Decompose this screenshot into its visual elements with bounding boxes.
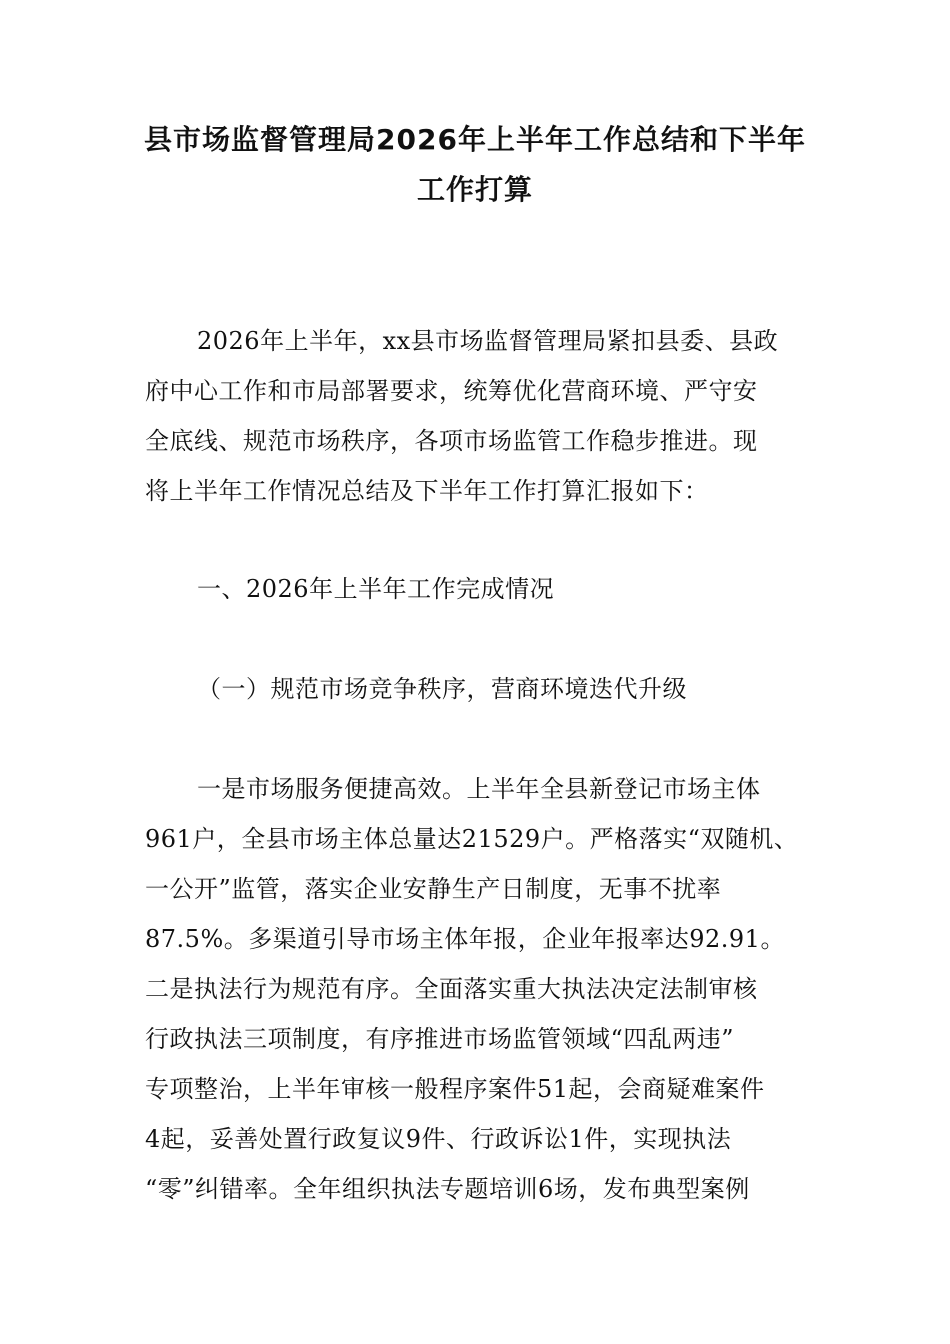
body-line-1: 一是市场服务便捷高效。上半年全县新登记市场主体 xyxy=(197,775,761,803)
section-heading: 一、2026年上半年工作完成情况 xyxy=(197,575,555,603)
body-line-2: 961户，全县市场主体总量达21529户。严格落实“双随机、 xyxy=(145,825,799,853)
intro-line-1: 2026年上半年，xx县市场监督管理局紧扣县委、县政 xyxy=(197,327,779,355)
intro-line-2: 府中心工作和市局部署要求，统筹优化营商环境、严守安 xyxy=(145,377,758,405)
body-line-7: 专项整治，上半年审核一般程序案件51起，会商疑难案件 xyxy=(145,1075,765,1103)
body-line-8: 4起，妥善处置行政复议9件、行政诉讼1件，实现执法 xyxy=(145,1125,732,1153)
body-line-5: 二是执法行为规范有序。全面落实重大执法决定法制审核 xyxy=(145,975,758,1003)
body-line-9: “零”纠错率。全年组织执法专题培训6场，发布典型案例 xyxy=(145,1175,750,1203)
document-title-line-1: 县市场监督管理局2026年上半年工作总结和下半年 xyxy=(144,123,806,156)
intro-line-4: 将上半年工作情况总结及下半年工作打算汇报如下： xyxy=(145,477,709,505)
intro-line-3: 全底线、规范市场秩序，各项市场监管工作稳步推进。现 xyxy=(145,427,758,455)
body-line-3: 一公开”监管，落实企业安静生产日制度，无事不扰率 xyxy=(145,875,722,903)
subsection-heading: （一）规范市场竞争秩序，营商环境迭代升级 xyxy=(197,675,687,703)
body-line-6: 行政执法三项制度，有序推进市场监管领域“四乱两违” xyxy=(145,1025,735,1053)
document-title-line-2: 工作打算 xyxy=(416,173,533,206)
body-line-4: 87.5%。多渠道引导市场主体年报，企业年报率达92.91。 xyxy=(145,925,785,953)
